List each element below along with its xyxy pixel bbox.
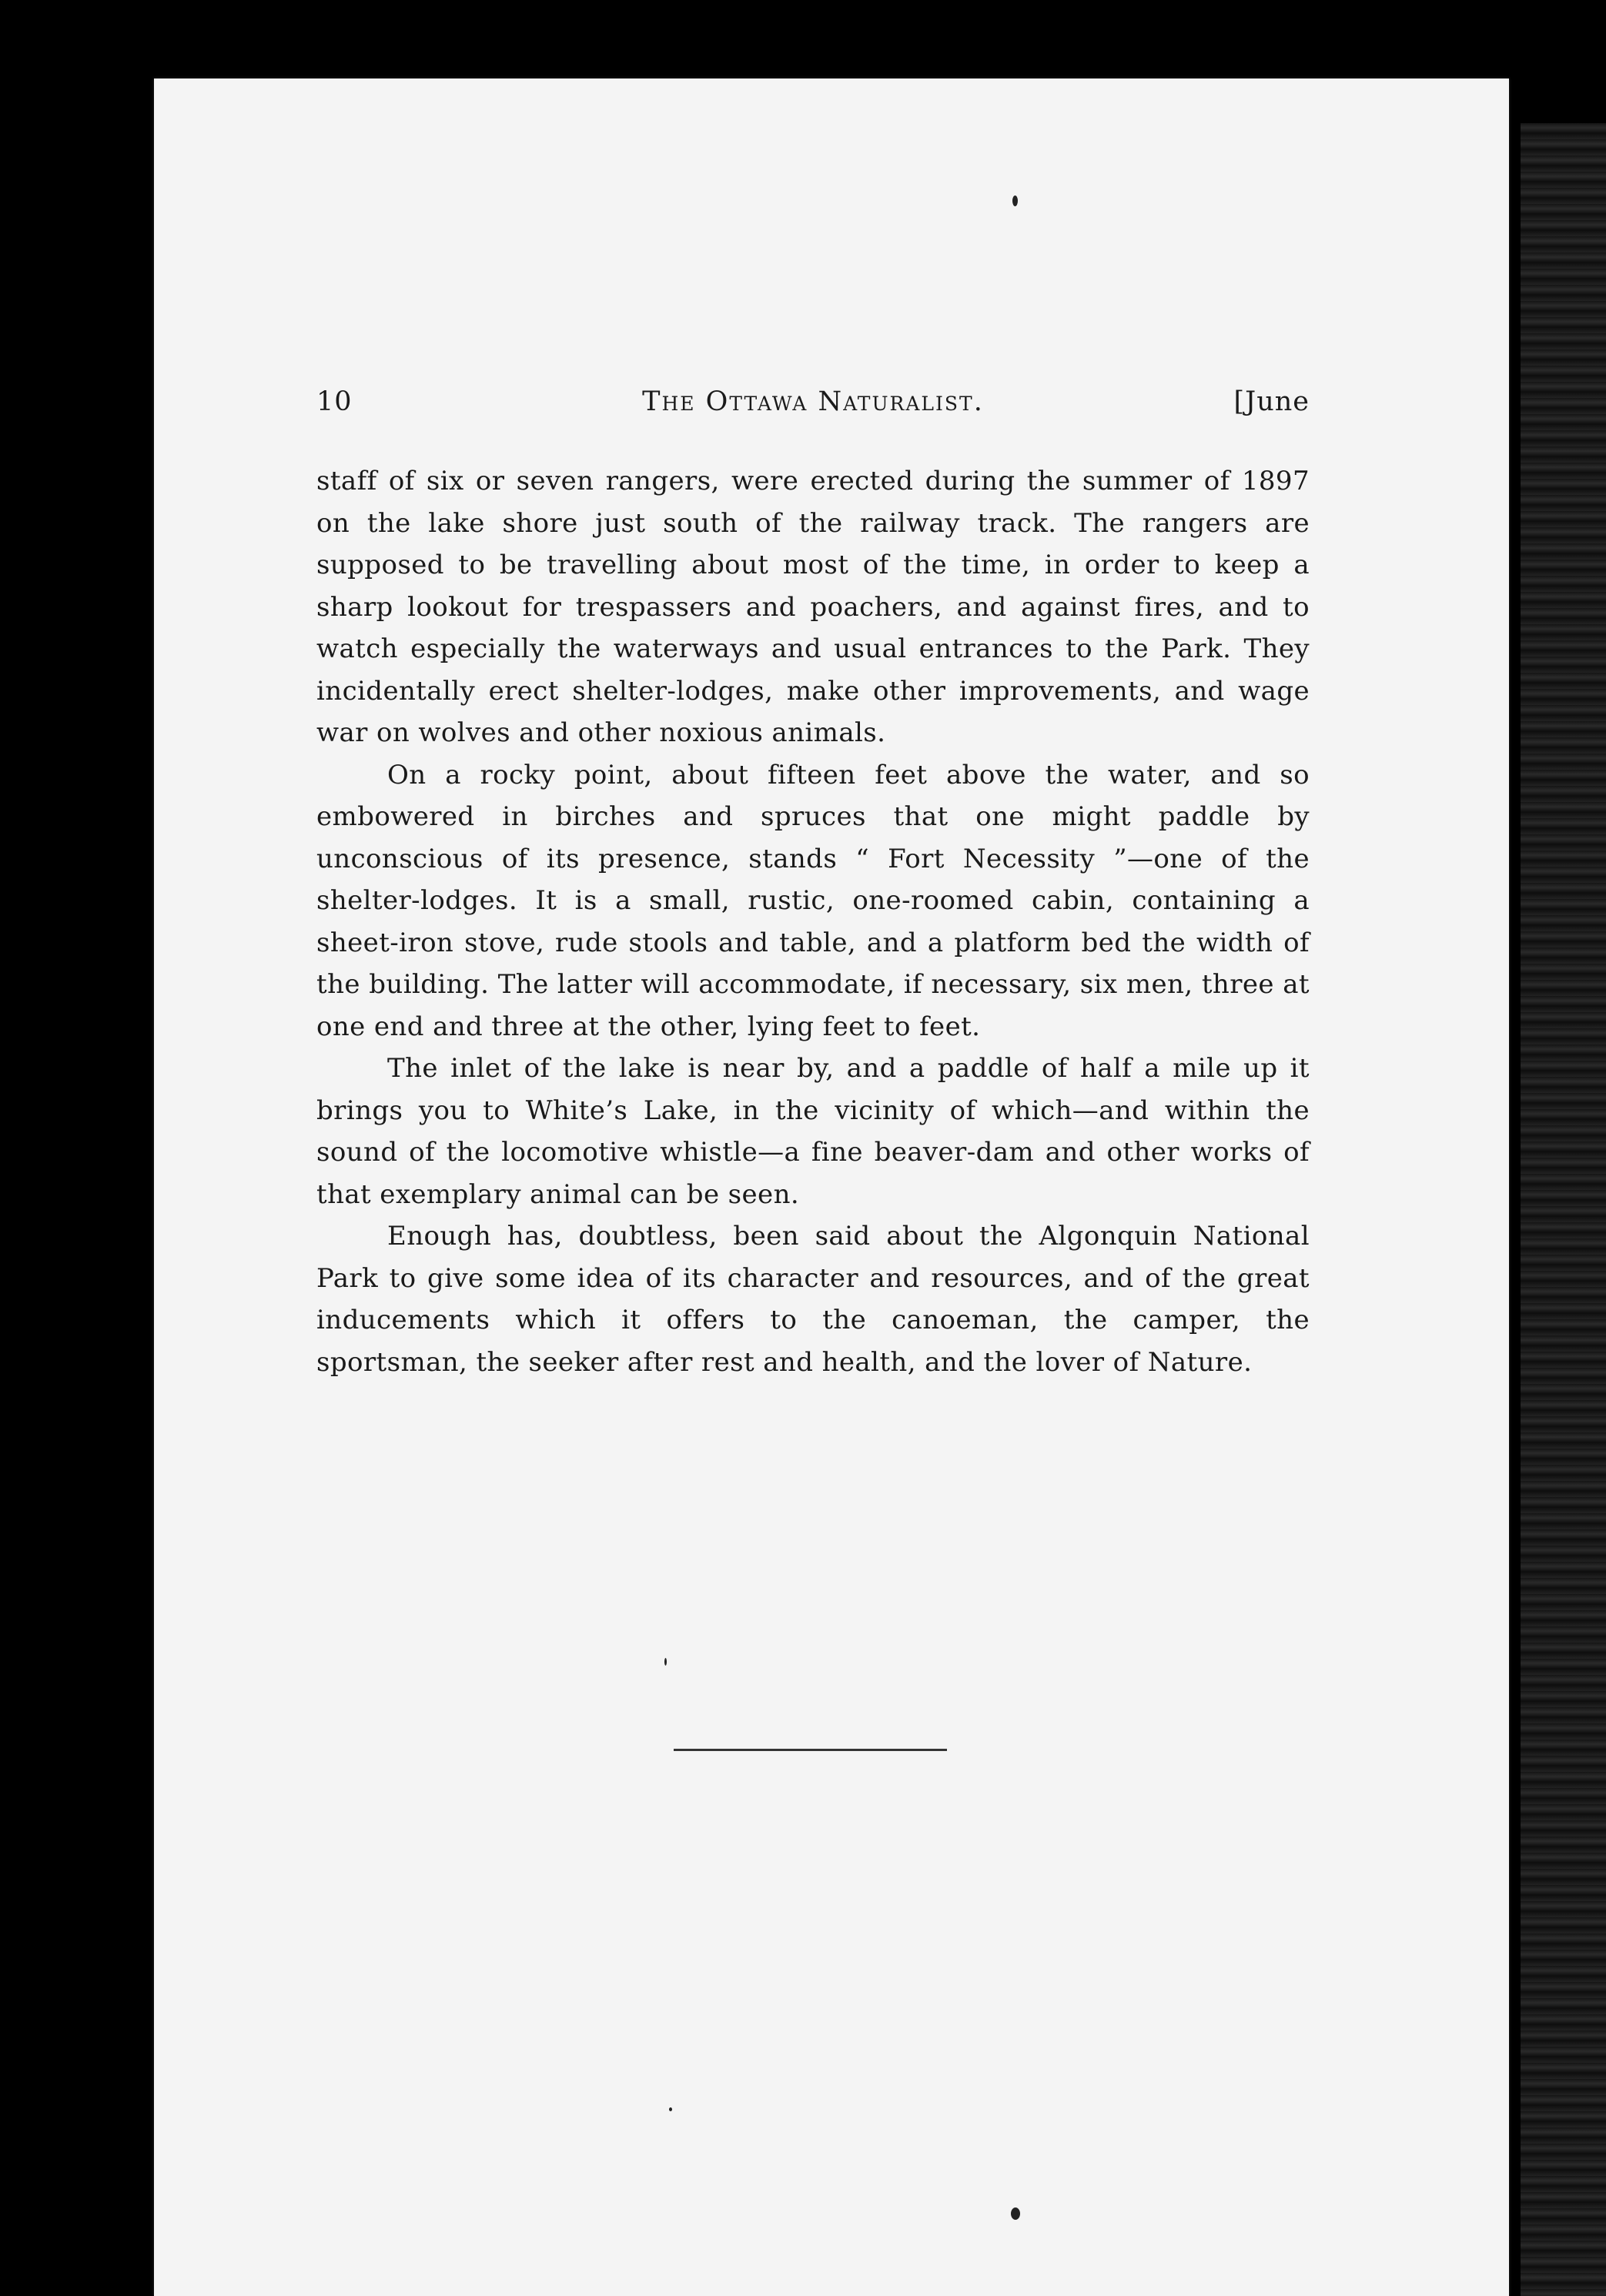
scan-background-edge	[1521, 123, 1606, 2296]
page-number: 10	[316, 386, 353, 417]
paragraph: Enough has, doubtless, been said about the Algonquin National Park to give some idea of its character and resources, and of the great inducements which it offers to the canoeman, the camper, the sportsman, the seeker after rest and health, and the lover of Nature.	[316, 1221, 1310, 1378]
ink-speck	[669, 2107, 672, 2111]
ink-speck	[1011, 2207, 1020, 2220]
paragraph: The inlet of the lake is near by, and a paddle of half a mile up it brings you to White’s Lake, in the vicinity of which—and within the sound of the locomotive whistle—a fine beaver-dam and other works of that exemplary animal can be seen.	[316, 1053, 1310, 1210]
paragraph: staff of six or seven rangers, were erected during the summer of 1897 on the lake shore just south of the railway track. The rangers are supposed to be travelling about most of the time, in order to keep a sharp lookout for trespassers and poachers, and against fires, and to watch especially the waterways and usual entrances to the Park. They incidentally erect shelter-lodges, make other improvements, and wage war on wolves and other noxious animals.	[316, 466, 1310, 748]
body-text	[316, 460, 1310, 1383]
book-page	[154, 79, 1509, 2296]
journal-title: The Ottawa Naturalist.	[642, 386, 984, 417]
section-end-rule	[674, 1749, 947, 1751]
ink-speck	[1012, 196, 1018, 206]
text-column	[316, 386, 1310, 1383]
paragraph: On a rocky point, about fifteen feet above the water, and so embowered in birches and spruces that one might paddle by unconscious of its presence, stands “ Fort Necessity ”—one of the shelter-lodges. It is a small, rustic, one-roomed cabin, containing a sheet-iron stove, rude stools and table, and a platform bed the width of the building. The latter will accommodate, if necessary, six men, three at one end and three at the other, lying feet to feet.	[316, 759, 1310, 1042]
ink-speck	[664, 1658, 667, 1666]
issue-month: [June	[1233, 386, 1310, 417]
running-head	[316, 386, 1310, 440]
